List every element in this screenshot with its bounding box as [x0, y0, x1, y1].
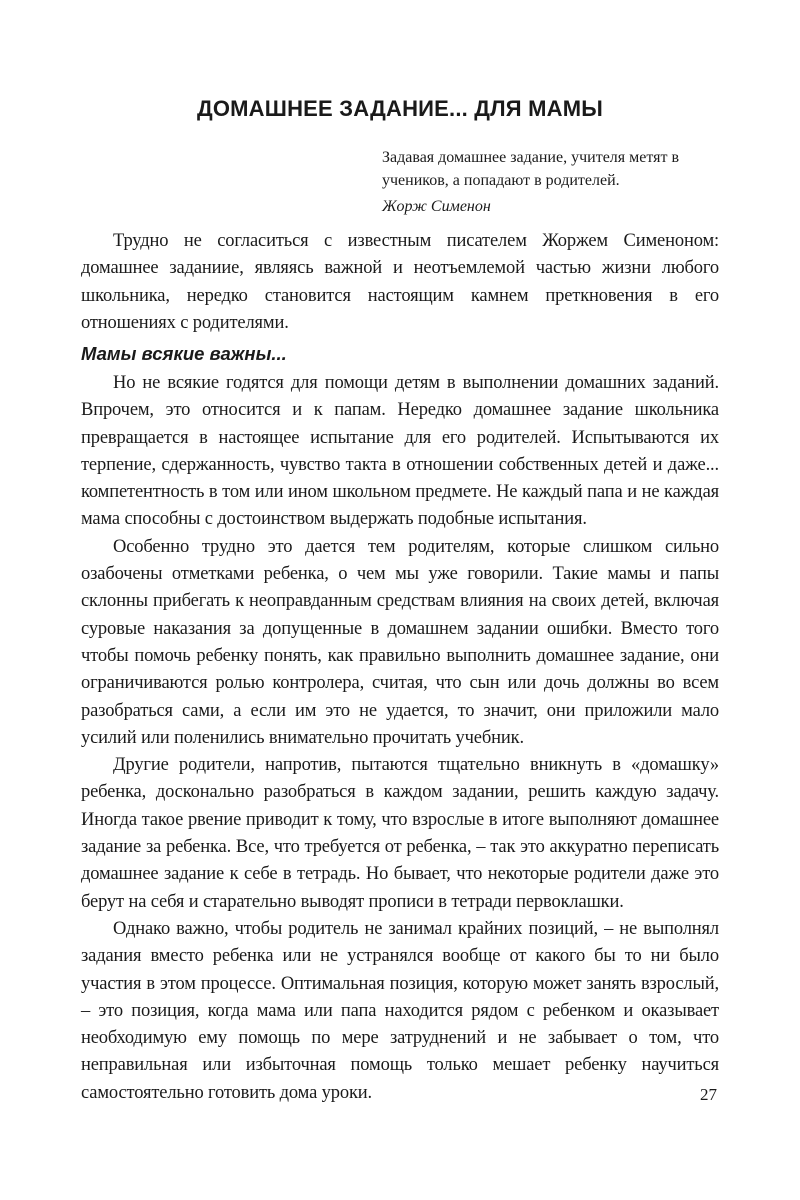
section-body [81, 370, 719, 1107]
paragraph: Другие родители, напротив, пытаются тщательно вникнуть в «домашку» ребенка, досконально разобраться в каждом задании, решить каждую задачу. Иногда такое рвение приводит к тому, что взрослые в итоге выполняют домашнее задание за ребенка. Все, что требуется от ребенка, – так это аккуратно переписать домашнее задание к себе в тетрадь. Но бывает, что некоторые родители даже это берут на себя и старательно выводят прописи в тетради первоклашки. [81, 755, 719, 912]
paragraph: Но не всякие годятся для помощи детям в выполнении домашних заданий. Впрочем, это относится и к папам. Нередко домашнее задание школьника превращается в настоящее испытание для его родителей. Испытываются их терпение, сдержанность, чувство такта в отношении собственных детей и даже... компетентность в том или ином школьном предмете. Не каждый папа и не каждая мама способны с достоинством выдержать подобные испытания. [81, 373, 719, 530]
paragraph: Особенно трудно это дается тем родителям, которые слишком сильно озабочены отметками ребенка, о чем мы уже говорили. Такие мамы и папы склонны прибегать к неоправданным средствам влияния на своих детей, включая суровые наказания за допущенные в домашнем задании ошибки. Вместо того чтобы помочь ребенку понять, как правильно выполнить домашнее задание, они ограничиваются ролью контролера, считая, что сын или дочь должны во всем разобраться сами, а если им это не удается, то значит, они приложили мало усилий или поленились внимательно прочитать учебник. [81, 536, 719, 748]
epigraph [382, 146, 727, 218]
epigraph-author: Жорж Сименон [382, 198, 491, 215]
intro-paragraph: Трудно не согласиться с известным писателем Жоржем Сименоном: домашнее заданиие, являясь важной и неотъемлемой частью жизни любого школьника, нередко становится настоящим камнем преткновения в его отношениях с родителями. [81, 231, 719, 333]
page-number: 27 [700, 1085, 717, 1104]
chapter-title: ДОМАШНЕЕ ЗАДАНИЕ... ДЛЯ МАМЫ [196, 96, 604, 121]
section-heading: Мамы всякие важны... [81, 343, 287, 364]
paragraph: Однако важно, чтобы родитель не занимал крайних позиций, – не выполнял задания вместо ребенка или не устранялся вообще от какого бы то ни было участия в этом процессе. Оптимальная позиция, которую может занять взрослый, – это позиция, когда мама или папа находится рядом с ребенком и оказывает необходимую ему помощь по мере затруднений и не забывает о том, что неправильная или избыточная помощь только мешает ребенку научиться самостоятельно готовить дома уроки. [81, 918, 719, 1103]
epigraph-quote: Задавая домашнее задание, учителя метят в учеников, а попадают в родителей. [382, 149, 680, 189]
